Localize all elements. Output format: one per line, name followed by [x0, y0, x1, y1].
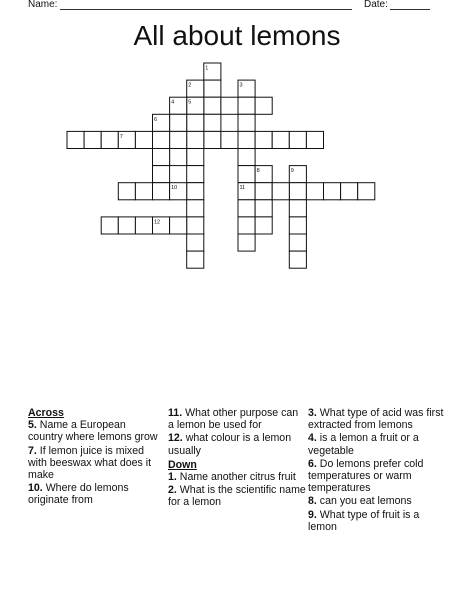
grid-cell[interactable]: [187, 217, 204, 234]
grid-cell[interactable]: [153, 183, 170, 200]
grid-cell[interactable]: [153, 149, 170, 166]
grid-cell[interactable]: [238, 114, 255, 131]
clue-number: 8.: [308, 495, 317, 508]
clue-number: 10.: [28, 482, 43, 495]
clue-across-10: [28, 482, 160, 506]
grid-cell[interactable]: [187, 114, 204, 131]
grid-cell[interactable]: [358, 183, 375, 200]
clue-number-label: 2: [188, 82, 192, 89]
clue-number-label: 4: [171, 99, 175, 106]
grid-cell[interactable]: [255, 97, 272, 114]
clue-text: What type of fruit is a lemon: [308, 508, 420, 533]
grid-cell[interactable]: [289, 251, 306, 268]
clue-number: 3.: [308, 407, 317, 419]
grid-cell[interactable]: [170, 217, 187, 234]
grid-cell[interactable]: [255, 217, 272, 234]
clue-text: what colour is a lemon usually: [168, 432, 292, 457]
grid-cell[interactable]: [118, 217, 135, 234]
grid-cell[interactable]: [170, 131, 187, 148]
clue-text: If lemon juice is mixed with beeswax what does it make: [28, 444, 152, 482]
clue-number: 9.: [308, 508, 317, 521]
grid-cell[interactable]: [187, 131, 204, 148]
clue-number-label: 11: [239, 185, 246, 192]
clue-text: What is the scientific name for a lemon: [168, 484, 306, 509]
grid-cell[interactable]: [238, 200, 255, 217]
clue-down-2: [168, 484, 306, 508]
grid-cell[interactable]: [306, 131, 323, 148]
clue-number: 11.: [168, 407, 183, 419]
crossword-grid: [0, 0, 474, 300]
grid-cell[interactable]: [187, 234, 204, 251]
clue-number-label: 5: [188, 99, 192, 106]
grid-cell[interactable]: [153, 166, 170, 183]
clue-down-4: [308, 432, 448, 456]
grid-cell[interactable]: [153, 131, 170, 148]
grid-cell[interactable]: [221, 131, 238, 148]
puzzle-title: All about lemons: [133, 20, 341, 51]
clue-number: 1.: [168, 471, 177, 484]
clue-text: can you eat lemons: [319, 495, 412, 508]
grid-cell[interactable]: [204, 114, 221, 131]
grid-cell[interactable]: [170, 114, 187, 131]
grid-cell[interactable]: [238, 131, 255, 148]
clue-number-label: 8: [256, 168, 260, 175]
clue-number: 7.: [28, 444, 37, 457]
clue-down-8: [308, 495, 448, 507]
grid-cell[interactable]: [341, 183, 358, 200]
clue-number-label: 6: [154, 116, 158, 123]
grid-cell[interactable]: [101, 217, 118, 234]
name-label: Name:: [28, 0, 58, 10]
clue-number-label: 12: [154, 219, 161, 226]
grid-cell[interactable]: [170, 149, 187, 166]
grid-cell[interactable]: [238, 166, 255, 183]
grid-cell[interactable]: [187, 251, 204, 268]
grid-cell[interactable]: [289, 131, 306, 148]
clue-text: is a lemon a fruit or a vegetable: [308, 432, 419, 457]
clue-across-11: [168, 407, 306, 431]
grid-cell[interactable]: [238, 149, 255, 166]
grid-cell[interactable]: [272, 183, 289, 200]
clues-column-1: [28, 407, 160, 508]
grid-cell[interactable]: [306, 183, 323, 200]
clue-across-12: [168, 432, 306, 456]
clue-number-label: 10: [171, 185, 178, 192]
clue-across-7: [28, 445, 160, 482]
clue-text: Where do lemons originate from: [28, 482, 129, 507]
grid-cell[interactable]: [135, 131, 152, 148]
grid-cell[interactable]: [187, 149, 204, 166]
grid-cell[interactable]: [324, 183, 341, 200]
grid-cell[interactable]: [289, 234, 306, 251]
clue-number-label: 9: [290, 168, 294, 175]
clue-number-label: 7: [119, 133, 123, 140]
clue-number: 6.: [308, 457, 317, 470]
grid-cell[interactable]: [289, 183, 306, 200]
grid-cell[interactable]: [187, 183, 204, 200]
clue-number-label: 3: [239, 82, 243, 89]
clue-text: What type of acid was first extracted from lemons: [308, 407, 444, 432]
clue-text: Do lemons prefer cold temperatures or warm temperatures: [308, 457, 424, 495]
clue-number: 4.: [308, 432, 317, 445]
grid-cell[interactable]: [118, 183, 135, 200]
clue-text: Name another citrus fruit: [179, 471, 296, 484]
grid-cell[interactable]: [238, 234, 255, 251]
clue-text: What other purpose can a lemon be used for: [168, 407, 299, 432]
grid-cell[interactable]: [204, 131, 221, 148]
grid-cell[interactable]: [204, 80, 221, 97]
grid-cell[interactable]: [187, 200, 204, 217]
grid-cell[interactable]: [289, 200, 306, 217]
clues-column-3: [308, 407, 448, 534]
grid-cell[interactable]: [135, 183, 152, 200]
clue-down-9: [308, 509, 448, 533]
across-heading: Across: [28, 407, 64, 419]
clue-down-3: [308, 407, 448, 431]
grid-cell[interactable]: [84, 131, 101, 148]
grid-cell[interactable]: [255, 183, 272, 200]
grid-cell[interactable]: [135, 217, 152, 234]
grid-cell[interactable]: [204, 97, 221, 114]
grid-cell[interactable]: [238, 97, 255, 114]
grid-cells: [67, 63, 375, 268]
date-label: Date:: [364, 0, 388, 10]
grid-cell[interactable]: [272, 131, 289, 148]
grid-cell[interactable]: [67, 131, 84, 148]
grid-cell[interactable]: [101, 131, 118, 148]
grid-cell[interactable]: [255, 131, 272, 148]
down-heading: Down: [168, 458, 197, 471]
clue-number-label: 1: [205, 65, 209, 72]
clue-down-6: [308, 458, 448, 495]
clue-text: Name a European country where lemons grow: [28, 419, 158, 444]
clue-number: 12.: [168, 432, 183, 445]
grid-cell[interactable]: [187, 166, 204, 183]
clues-column-2: [168, 407, 306, 510]
clue-down-1: [168, 471, 306, 483]
clue-across-5: [28, 419, 160, 443]
clue-number: 2.: [168, 484, 177, 497]
grid-cell[interactable]: [238, 217, 255, 234]
grid-cell[interactable]: [255, 200, 272, 217]
grid-cell[interactable]: [289, 217, 306, 234]
clue-number: 5.: [28, 419, 37, 432]
grid-cell[interactable]: [221, 97, 238, 114]
